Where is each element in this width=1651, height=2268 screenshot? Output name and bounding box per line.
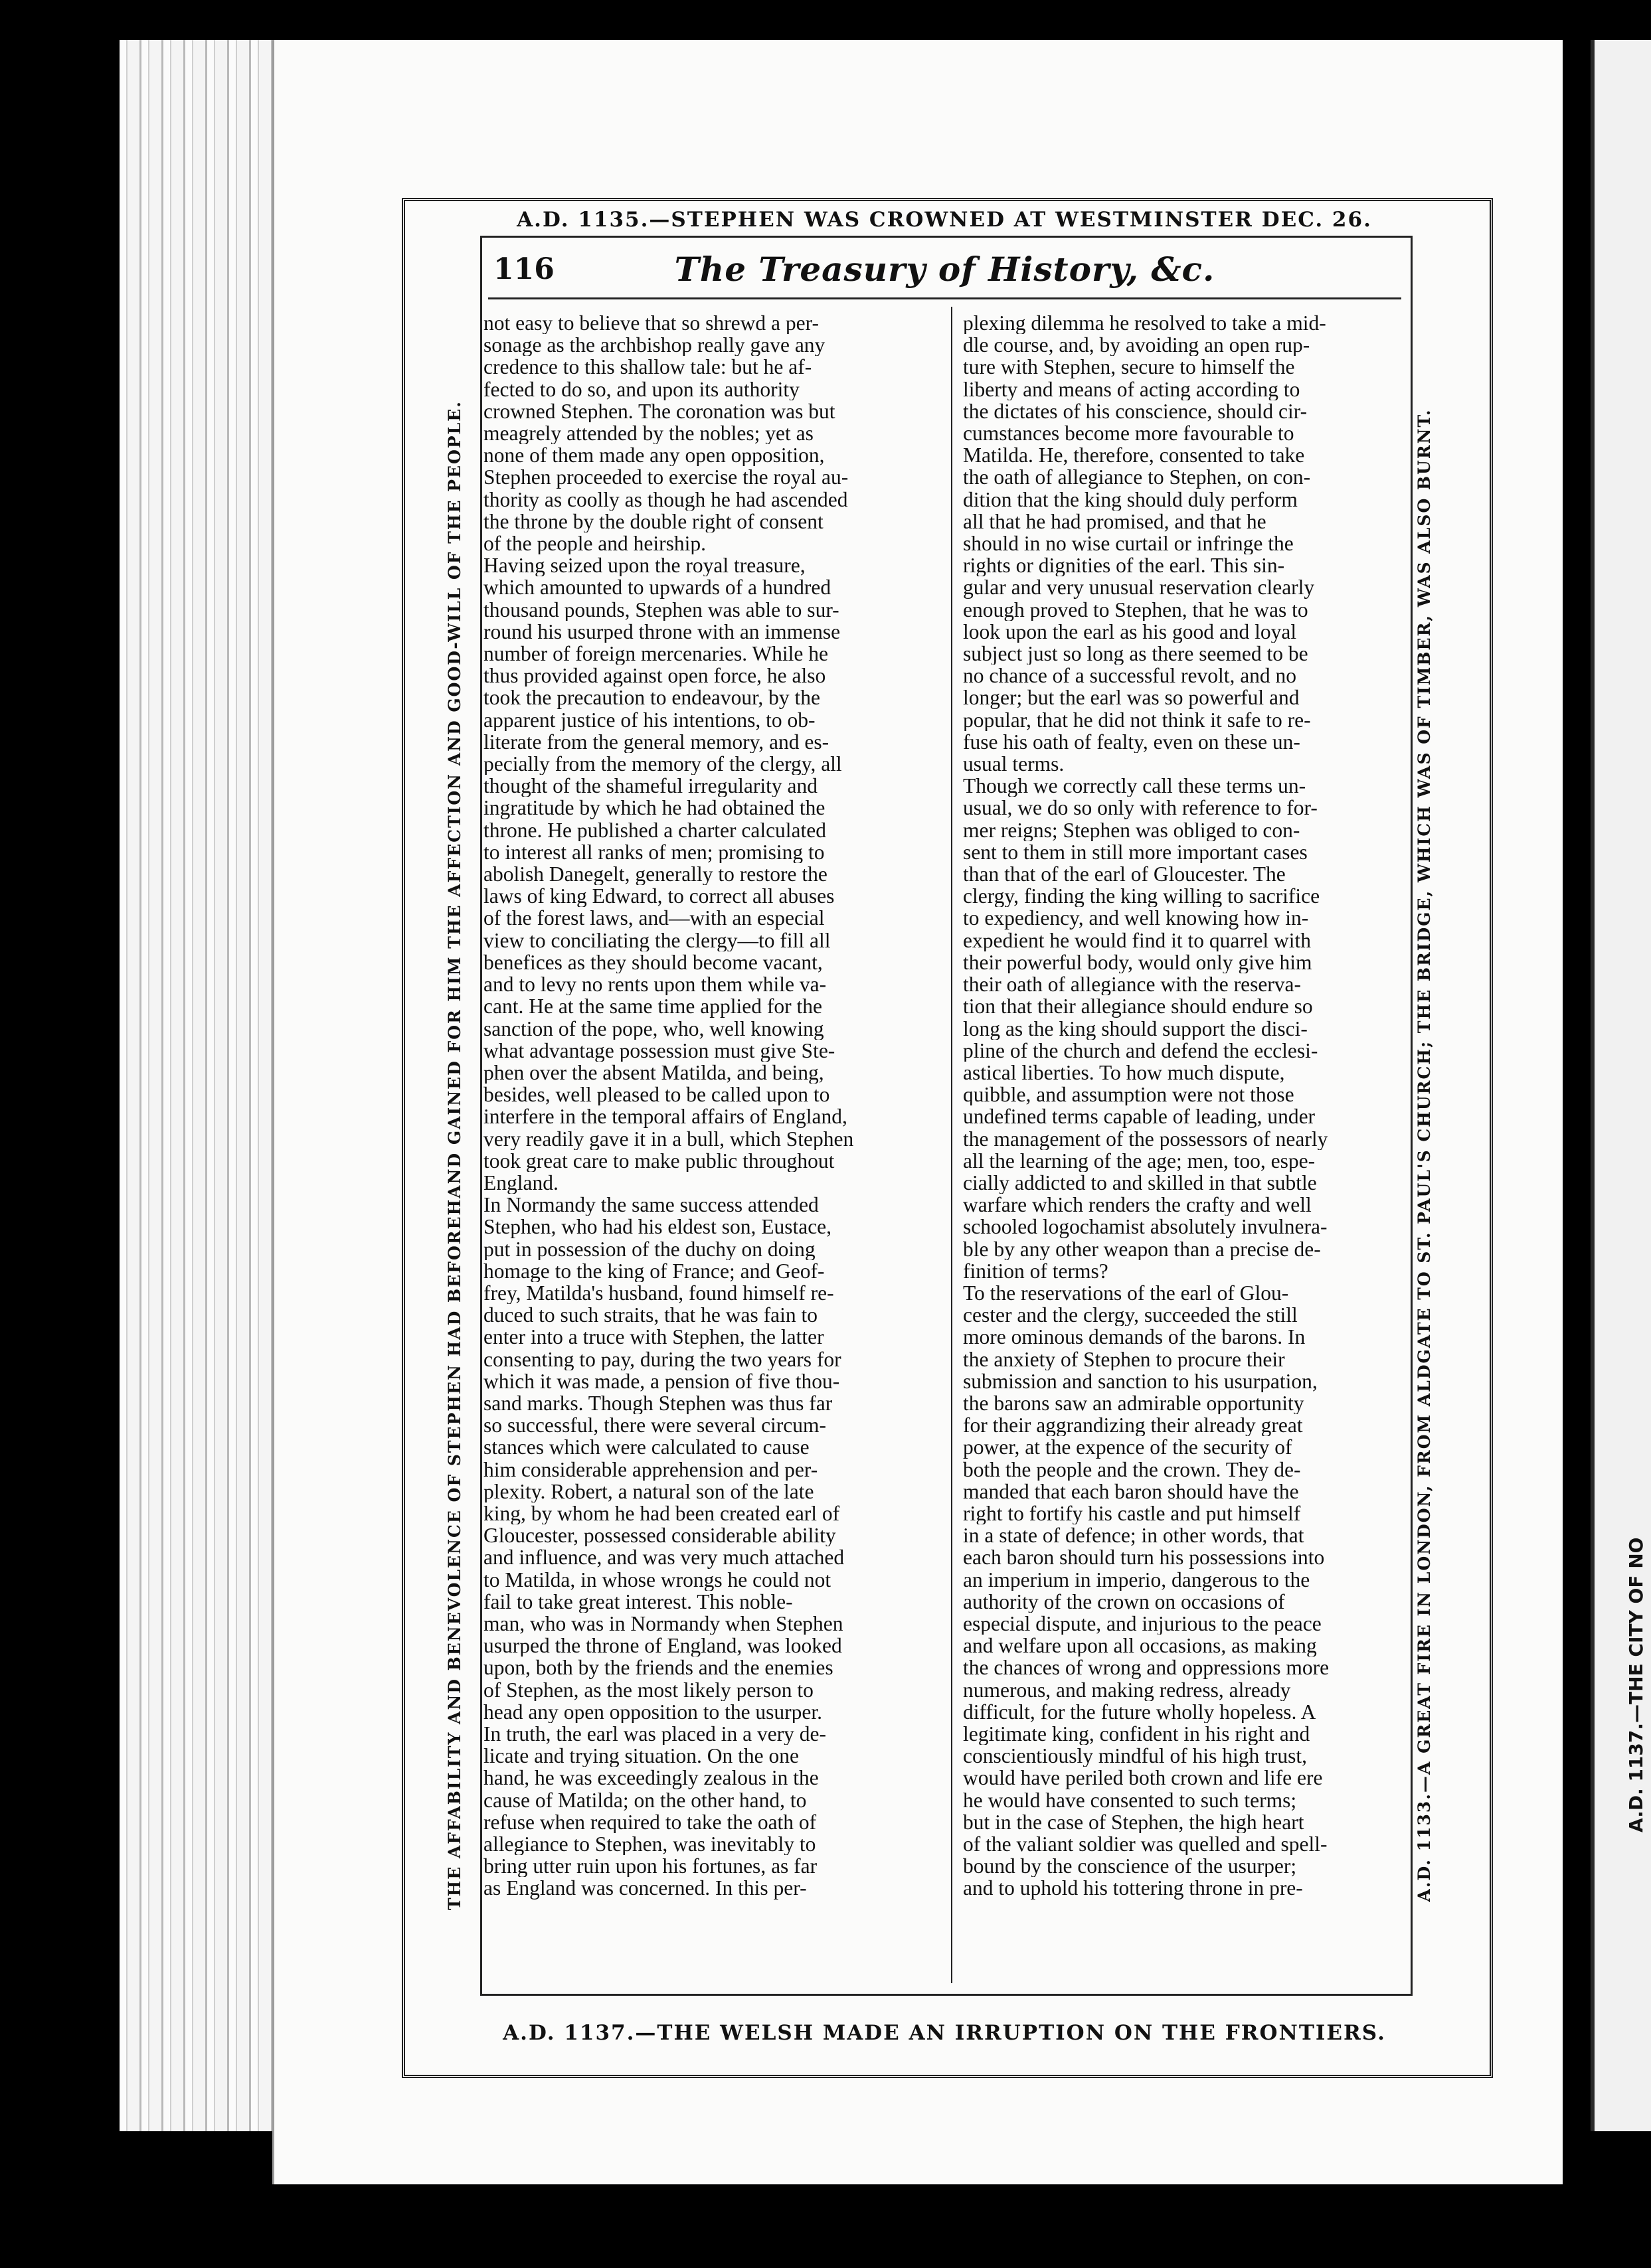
text-line: and to levy no rents upon them while va- [483, 973, 827, 996]
text-line: Having seized upon the royal treasure, [483, 554, 806, 577]
text-line: dle course, and, by avoiding an open rup- [963, 334, 1310, 357]
text-line: long as the king should support the disci- [963, 1017, 1308, 1040]
text-line: especial dispute, and injurious to the peace [963, 1612, 1322, 1635]
text-line: right to fortify his castle and put himself [963, 1502, 1301, 1525]
text-line: not easy to believe that so shrewd a per- [483, 312, 819, 335]
text-line: fuse his oath of fealty, even on these un- [963, 730, 1300, 754]
column-divider [951, 307, 952, 1983]
text-line: no chance of a successful revolt, and no [963, 665, 1297, 687]
text-line: for their aggrandizing their already great [963, 1414, 1303, 1437]
text-line: In truth, the earl was placed in a very de- [483, 1723, 827, 1745]
text-line: of the forest laws, and—with an especial [483, 907, 825, 930]
text-line: Gloucester, possessed considerable ability [483, 1524, 836, 1547]
text-line: their oath of allegiance with the reserva- [963, 973, 1302, 996]
text-line: ingratitude by which he had obtained the [483, 797, 826, 819]
text-line: pecially from the memory of the clergy, all [483, 753, 842, 775]
text-line: number of foreign mercenaries. While he [483, 643, 828, 665]
text-line: king, by whom he had been created earl of [483, 1502, 840, 1525]
text-line: throne. He published a charter calculated [483, 819, 827, 841]
text-line: usual terms. [963, 753, 1065, 775]
text-line: benefices as they should become vacant, [483, 951, 823, 974]
text-line: Stephen, who had his eldest son, Eustace, [483, 1216, 832, 1238]
text-line: what advantage possession must give Ste- [483, 1039, 835, 1062]
text-line: plexity. Robert, a natural son of the late [483, 1480, 814, 1502]
text-line: England. [483, 1171, 559, 1194]
text-line: schooled logochamist absolutely invulnera- [963, 1216, 1328, 1238]
text-line: more ominous demands of the barons. In [963, 1326, 1306, 1348]
text-line: of the valiant soldier was quelled and spell- [963, 1833, 1328, 1856]
text-line: their powerful body, would only give him [963, 951, 1312, 974]
text-line: sand marks. Though Stephen was thus far [483, 1392, 833, 1415]
text-line: so successful, there were several circum- [483, 1414, 827, 1437]
text-line: than that of the earl of Gloucester. The [963, 863, 1286, 886]
text-line: enough proved to Stephen, that he was to [963, 598, 1308, 621]
text-line: bound by the conscience of the usurper; [963, 1855, 1297, 1878]
text-line: warfare which renders the crafty and well [963, 1194, 1312, 1216]
text-line: numerous, and making redress, already [963, 1678, 1291, 1701]
text-line: cially addicted to and skilled in that subtle [963, 1171, 1317, 1194]
text-line: clergy, finding the king willing to sacrifice [963, 885, 1320, 908]
text-line: thousand pounds, Stephen was able to sur- [483, 598, 839, 621]
text-line: all the learning of the age; men, too, espe- [963, 1149, 1316, 1172]
text-line: Stephen proceeded to exercise the royal au- [483, 466, 849, 489]
text-line: in a state of defence; in other words, that [963, 1524, 1304, 1547]
text-line: authority of the crown on occasions of [963, 1590, 1285, 1613]
text-line: difficult, for the future wholly hopeless. A [963, 1700, 1316, 1723]
text-line: should in no wise curtail or infringe the [963, 532, 1294, 555]
text-line: look upon the earl as his good and loyal [963, 620, 1297, 643]
text-line: ture with Stephen, secure to himself the [963, 356, 1295, 378]
text-line: plexing dilemma he resolved to take a mid- [963, 312, 1326, 335]
text-line: usurped the throne of England, was looked [483, 1635, 842, 1657]
left-text-column [483, 312, 935, 1900]
text-line: manded that each baron should have the [963, 1480, 1299, 1502]
top-margin-note: A.D. 1135.—STEPHEN WAS CROWNED AT WESTMINSTER DEC. 26. [517, 208, 1372, 232]
text-line: took the precaution to endeavour, by the [483, 687, 820, 709]
text-line: took great care to make public throughout [483, 1149, 835, 1172]
text-line: the barons saw an admirable opportunity [963, 1392, 1304, 1415]
text-line: stances which were calculated to cause [483, 1436, 810, 1459]
text-line: tion that their allegiance should endure so [963, 995, 1313, 1018]
text-line: apparent justice of his intentions, to ob- [483, 708, 816, 731]
text-line: popular, that he did not think it safe to re- [963, 708, 1311, 731]
text-line: Matilda. He, therefore, consented to take [963, 444, 1305, 467]
text-line: liberty and means of acting according to [963, 378, 1300, 400]
text-line: put in possession of the duchy on doing [483, 1238, 816, 1260]
text-line: and to uphold his tottering throne in pre- [963, 1877, 1303, 1900]
text-line: fail to take great interest. This noble- [483, 1590, 793, 1613]
text-line: To the reservations of the earl of Glou- [963, 1281, 1289, 1305]
text-line: as England was concerned. In this per- [483, 1877, 807, 1900]
text-line: licate and trying situation. On the one [483, 1745, 800, 1767]
text-line: bring utter ruin upon his fortunes, as far [483, 1855, 818, 1878]
text-line: crowned Stephen. The coronation was but [483, 400, 835, 423]
bottom-margin-note: A.D. 1137.—THE WELSH MADE AN IRRUPTION ON THE FRONTIERS. [503, 2021, 1386, 2045]
text-line: of the people and heirship. [483, 532, 707, 555]
text-line: man, who was in Normandy when Stephen [483, 1612, 843, 1635]
text-line: credence to this shallow tale: but he af- [483, 356, 812, 378]
text-line: cester and the clergy, succeeded the still [963, 1304, 1298, 1327]
left-margin-note: THE AFFABILITY AND BENEVOLENCE OF STEPHEN HAD BEFOREHAND GAINED FOR HIM THE AFFECTION AND GOOD-WILL OF THE PEOPLE. [445, 400, 464, 1911]
text-line: the chances of wrong and oppressions more [963, 1657, 1330, 1679]
text-line: refuse when required to take the oath of [483, 1811, 817, 1834]
text-line: astical liberties. To how much dispute, [963, 1061, 1285, 1084]
text-line: each baron should turn his possessions into [963, 1546, 1325, 1569]
text-line: cumstances become more favourable to [963, 422, 1294, 445]
text-line: the oath of allegiance to Stephen, on con- [963, 466, 1311, 489]
text-line: all that he had promised, and that he [963, 510, 1266, 533]
text-line: subject just so long as there seemed to be [963, 643, 1308, 665]
text-line: him considerable apprehension and per- [483, 1458, 818, 1481]
right-text-column [963, 312, 1415, 1900]
next-page-side-note: A.D. 1137.—THE CITY OF NO [1625, 1537, 1647, 1832]
text-line: In Normandy the same success attended [483, 1194, 819, 1216]
text-line: expedient he would find it to quarrel with [963, 929, 1311, 951]
text-line: view to conciliating the clergy—to fill all [483, 929, 831, 951]
text-line: the anxiety of Stephen to procure their [963, 1348, 1285, 1370]
text-line: very readily gave it in a bull, which Stephen [483, 1127, 854, 1150]
text-line: which it was made, a pension of five thou- [483, 1370, 840, 1392]
text-line: sonage as the archbishop really gave any [483, 334, 826, 357]
text-line: the management of the possessors of nearly [963, 1127, 1328, 1150]
text-line: homage to the king of France; and Geof- [483, 1259, 825, 1282]
text-line: the dictates of his conscience, should cir- [963, 400, 1308, 423]
text-line: abolish Danegelt, generally to restore the [483, 863, 827, 886]
text-line: an imperium in imperio, dangerous to the [963, 1568, 1310, 1591]
text-line: usual, we do so only with reference to for- [963, 797, 1318, 819]
text-line: to Matilda, in whose wrongs he could not [483, 1568, 831, 1591]
next-page-edge [1591, 40, 1651, 2131]
text-line: sanction of the pope, who, well knowing [483, 1017, 824, 1040]
text-line: allegiance to Stephen, was inevitably to [483, 1833, 816, 1856]
text-line: the throne by the double right of consent [483, 510, 824, 533]
text-line: round his usurped throne with an immense [483, 620, 841, 643]
book-page-edges [120, 40, 279, 2131]
text-line: ble by any other weapon than a precise de- [963, 1238, 1321, 1260]
text-line: besides, well pleased to be called upon to [483, 1084, 830, 1106]
text-line: longer; but the earl was so powerful and [963, 687, 1300, 709]
right-margin-note: A.D. 1133.—A GREAT FIRE IN LONDON, FROM ALDGATE TO ST. PAUL'S CHURCH; THE BRIDGE, WHICH WAS OF TIMBER, WAS ALSO BURNT. [1415, 408, 1434, 1902]
text-line: quibble, and assumption were not those [963, 1084, 1294, 1106]
text-line: cant. He at the same time applied for the [483, 995, 822, 1018]
text-line: interfere in the temporal affairs of England, [483, 1105, 847, 1128]
text-line: to interest all ranks of men; promising to [483, 841, 825, 864]
text-line: meagrely attended by the nobles; yet as [483, 422, 814, 445]
text-line: and welfare upon all occasions, as making [963, 1635, 1317, 1657]
text-line: conscientiously mindful of his high trust, [963, 1745, 1307, 1767]
text-line: laws of king Edward, to correct all abuses [483, 885, 835, 908]
text-line: hand, he was exceedingly zealous in the [483, 1767, 819, 1789]
text-line: of Stephen, as the most likely person to [483, 1678, 814, 1701]
text-line: legitimate king, confident in his right and [963, 1723, 1310, 1745]
text-line: fected to do so, and upon its authority [483, 378, 800, 400]
page-number: 116 [493, 252, 555, 286]
text-line: dition that the king should duly perform [963, 488, 1298, 511]
text-line: and influence, and was very much attached [483, 1546, 845, 1569]
text-line: consenting to pay, during the two years for [483, 1348, 841, 1370]
text-line: which amounted to upwards of a hundred [483, 576, 831, 599]
text-line: thus provided against open force, he also [483, 665, 826, 687]
text-line: head any open opposition to the usurper. [483, 1700, 823, 1723]
text-line: none of them made any open opposition, [483, 444, 825, 467]
text-line: gular and very unusual reservation clearly [963, 576, 1315, 599]
text-line: pline of the church and defend the ecclesi- [963, 1039, 1318, 1062]
text-line: thought of the shameful irregularity and [483, 775, 818, 797]
text-line: thority as coolly as though he had ascended [483, 488, 848, 511]
text-line: phen over the absent Matilda, and being, [483, 1061, 824, 1084]
text-line: Though we correctly call these terms un- [963, 775, 1306, 797]
running-title: The Treasury of History, &c. [674, 250, 1215, 289]
text-line: duced to such straits, that he was fain to [483, 1304, 818, 1327]
text-line: rights or dignities of the earl. This sin- [963, 554, 1285, 577]
text-line: cause of Matilda; on the other hand, to [483, 1789, 807, 1811]
text-line: power, at the expence of the security of [963, 1436, 1292, 1459]
text-line: both the people and the crown. They de- [963, 1458, 1301, 1481]
text-line: literate from the general memory, and es- [483, 730, 829, 754]
text-line: finition of terms? [963, 1259, 1108, 1282]
page-header [488, 246, 1401, 299]
text-line: undefined terms capable of leading, under [963, 1105, 1316, 1128]
text-line: would have periled both crown and life ere [963, 1767, 1323, 1789]
text-line: mer reigns; Stephen was obliged to con- [963, 819, 1300, 841]
text-line: but in the case of Stephen, the high heart [963, 1811, 1304, 1834]
text-line: upon, both by the friends and the enemies [483, 1657, 833, 1679]
text-line: he would have consented to such terms; [963, 1789, 1297, 1811]
text-line: enter into a truce with Stephen, the latter [483, 1326, 824, 1348]
text-line: frey, Matilda's husband, found himself re- [483, 1281, 834, 1305]
text-line: submission and sanction to his usurpation, [963, 1370, 1318, 1392]
text-line: sent to them in still more important cases [963, 841, 1308, 864]
text-line: to expediency, and well knowing how in- [963, 907, 1309, 930]
